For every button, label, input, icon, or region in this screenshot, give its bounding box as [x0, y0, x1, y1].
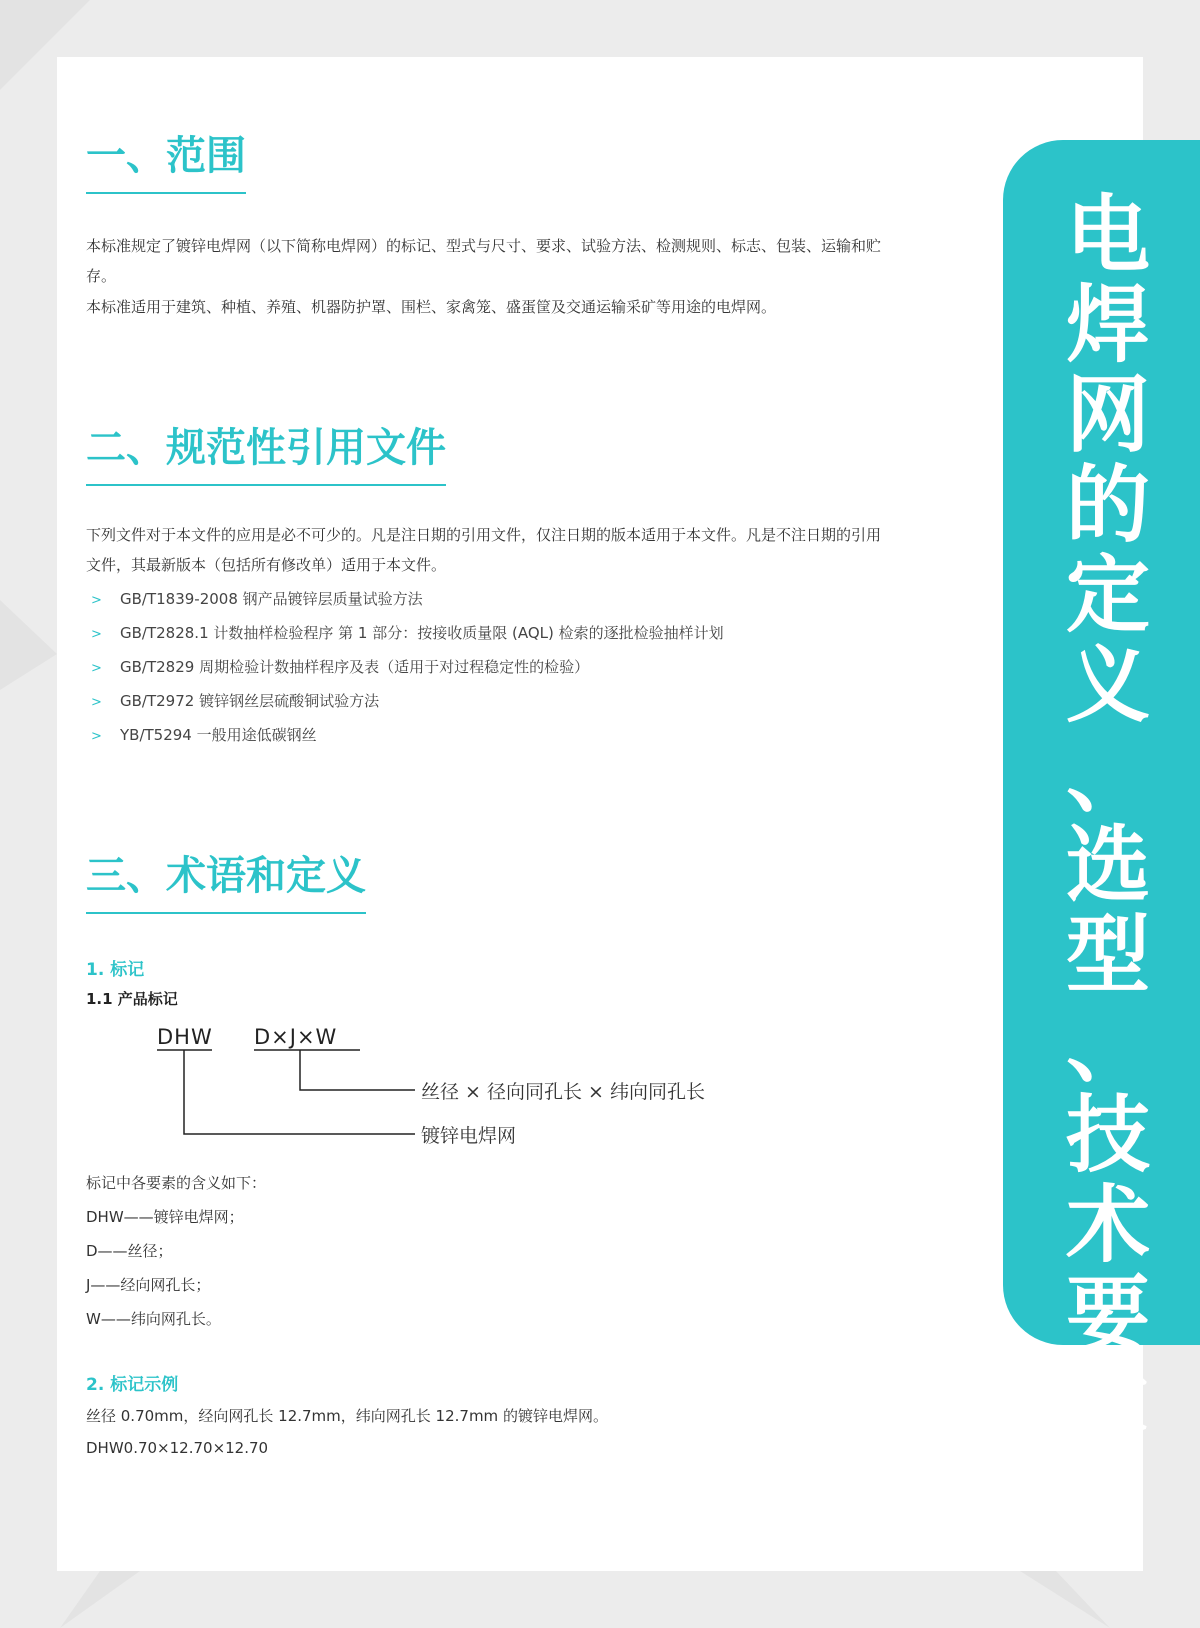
chevron-right-icon: > — [91, 627, 102, 642]
side-title: 电 焊 网 的 定 义 、 选 型 、 技 术 要 求 — [1065, 186, 1150, 1454]
diagram-label-dimensions: 丝径 × 径向同孔长 × 纬向同孔长 — [421, 1081, 705, 1103]
definition-item: J——经向网孔长； — [86, 1276, 211, 1294]
chevron-right-icon: > — [91, 661, 102, 676]
reference-list — [86, 582, 724, 752]
section-title-terms: 三、术语和定义 — [86, 852, 366, 914]
section-title-references: 二、规范性引用文件 — [86, 424, 446, 486]
chevron-right-icon: > — [91, 695, 102, 710]
example-code: DHW0.70×12.70×12.70 — [86, 1439, 269, 1457]
diagram-label-code: 镀锌电焊网 — [421, 1125, 517, 1147]
subsection-marking-example: 2. 标记示例 — [86, 1375, 179, 1395]
subsection-product-marking: 1.1 产品标记 — [86, 990, 178, 1008]
diagram-code: DHW — [157, 1025, 213, 1049]
reference-text: GB/T2972 镀锌钢丝层硫酸铜试验方法 — [120, 692, 380, 710]
diagram-dimensions: D×J×W — [254, 1025, 338, 1049]
reference-item — [86, 684, 724, 718]
reference-item — [86, 718, 724, 752]
definition-item: DHW——镀锌电焊网； — [86, 1208, 244, 1226]
references-intro: 下列文件对于本文件的应用是必不可少的。凡是注日期的引用文件，仅注日期的版本适用于本文件。凡是不注日期的引用文件，其最新版本（包括所有修改单）适用于本文件。 — [86, 526, 882, 574]
corner-shape-left — [0, 600, 57, 690]
reference-text: YB/T5294 一般用途低碳钢丝 — [120, 726, 317, 744]
section-title-scope: 一、范围 — [86, 132, 246, 194]
definitions-intro: 标记中各要素的含义如下： — [86, 1174, 267, 1192]
subsection-marking: 1. 标记 — [86, 960, 145, 980]
corner-shape-bottom-left — [60, 1571, 140, 1628]
chevron-right-icon: > — [91, 729, 102, 744]
reference-item — [86, 616, 724, 650]
reference-text: GB/T2829 周期检验计数抽样程序及表（适用于对过程稳定性的检验） — [120, 658, 590, 676]
definition-item: W——纬向网孔长。 — [86, 1310, 221, 1328]
scope-paragraph-1: 本标准规定了镀锌电焊网（以下简称电焊网）的标记、型式与尺寸、要求、试验方法、检测规则、标志、包装、运输和贮存。 — [86, 237, 882, 285]
reference-item — [86, 582, 724, 616]
reference-item — [86, 650, 724, 684]
corner-shape-bottom-right — [1020, 1571, 1110, 1628]
chevron-right-icon: > — [91, 593, 102, 608]
reference-text: GB/T1839-2008 钢产品镀锌层质量试验方法 — [120, 590, 423, 608]
reference-text: GB/T2828.1 计数抽样检验程序 第 1 部分：按接收质量限 (AQL) 检索的逐批检验抽样计划 — [120, 624, 724, 642]
scope-paragraph-2: 本标准适用于建筑、种植、养殖、机器防护罩、围栏、家禽笼、盛蛋筐及交通运输采矿等用途的电焊网。 — [86, 298, 777, 316]
definition-item: D——丝径； — [86, 1242, 173, 1260]
example-description: 丝径 0.70mm，经向网孔长 12.7mm，纬向网孔长 12.7mm 的镀锌电焊网。 — [86, 1407, 608, 1425]
